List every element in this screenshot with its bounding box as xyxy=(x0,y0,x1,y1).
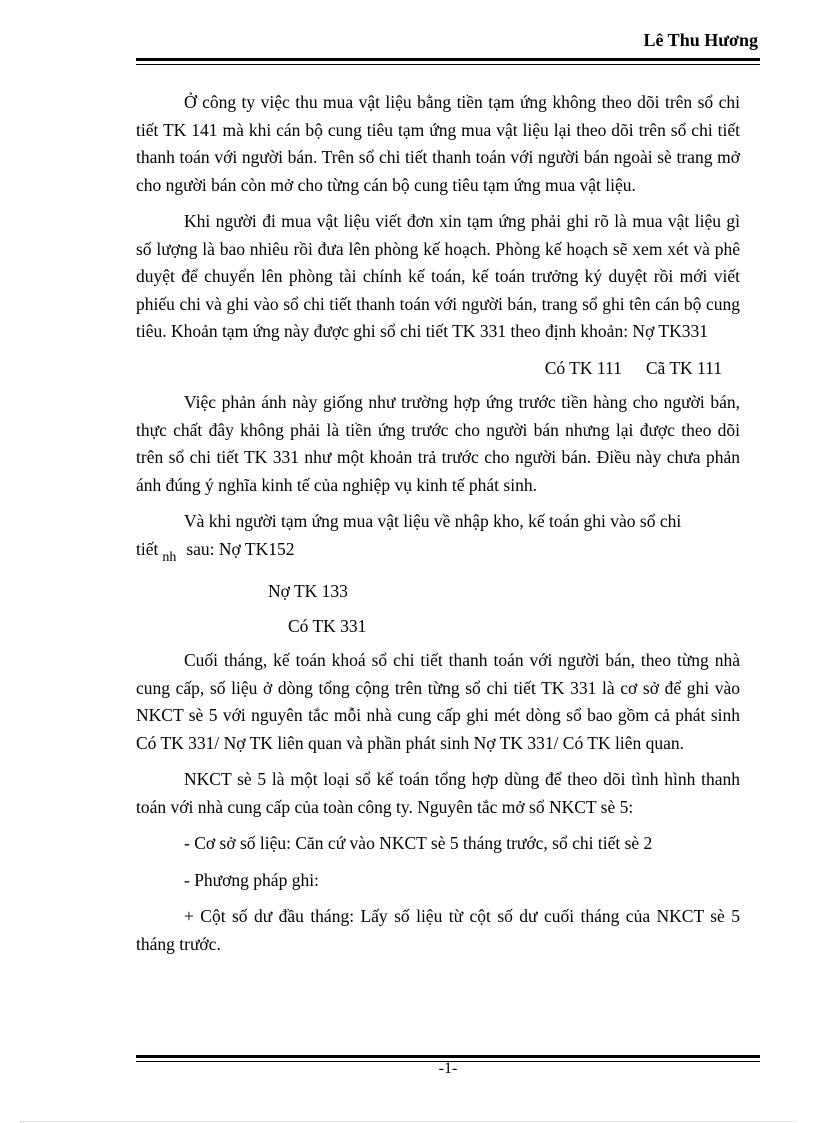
credit-entry-line xyxy=(136,355,740,383)
footer-rule-thick xyxy=(136,1055,760,1058)
paragraph-3: Việc phản ánh này giống như trường hợp ứng trước tiền hàng cho người bán, thực chất đây không phải là tiền ứng trước cho người bán nhưng lại được theo dõi trên sổ chi tiết TK 331 như một khoản trả trước cho người bán. Điều này chưa phản ánh đúng ý nghĩa kinh tế của nghiệp vụ kinh tế phát sinh. xyxy=(136,392,740,495)
credit-entry-b: Cã TK 111 xyxy=(645,357,722,378)
paragraph-7: - Cơ sở số liệu: Căn cứ vào NKCT sè 5 tháng trước, sổ chi tiết sè 2 xyxy=(184,833,653,853)
tiet-word: tiết xyxy=(136,538,159,559)
header-rule-thin xyxy=(136,64,760,65)
nh-fragment: nh xyxy=(162,549,177,565)
page-number: -1- xyxy=(438,1060,458,1077)
paragraph-5: Cuối tháng, kế toán khoá sổ chi tiết thanh toán với người bán, theo từng nhà cung cấp, số liệu ở dòng tổng cộng trên từng sổ chi tiết TK 331 là cơ sở để ghi vào NKCT sè 5 với nguyên tắc mỗi nhà cung cấp ghi mét dòng sổ bao gồm cả phát sinh Có TK 331/ Nợ TK liên quan và phần phát sinh Nợ TK 331/ Có TK liên quan. xyxy=(136,650,740,753)
paragraph-4: Và khi người tạm ứng mua vật liệu về nhập kho, kế toán ghi vào sổ chi xyxy=(184,511,682,531)
paragraph-6: NKCT sè 5 là một loại sổ kế toán tổng hợp dùng để theo dõi tình hình thanh toán với nhà cung cấp của toàn công ty. Nguyên tắc mở sổ NKCT sè 5: xyxy=(136,769,740,817)
paragraph-4-continuation xyxy=(136,536,740,572)
paragraph-2: Khi người đi mua vật liệu viết đơn xin tạm ứng phải ghi rõ là mua vật liệu gì số lượng là bao nhiêu rồi đưa lên phòng kế hoạch. Phòng kế hoạch sẽ xem xét và phê duyệt để chuyển lên phòng tài chính kế toán, kế toán trưởng ký duyệt rồi mới viết phiếu chi và ghi vào sổ chi tiết thanh toán với người bán, trang sổ ghi tên cán bộ cung tiêu. Khoản tạm ứng này được ghi sổ chi tiết TK 331 theo định khoản: Nợ TK331 xyxy=(136,211,740,341)
paragraph-8: - Phương pháp ghi: xyxy=(184,869,319,890)
header-author-name: Lê Thu Hương xyxy=(643,30,758,50)
page-bottom-dotted-line xyxy=(20,1121,796,1122)
debit-entry-152: sau: Nợ TK152 xyxy=(186,538,295,559)
credit-entry-331: Có TK 331 xyxy=(288,615,367,636)
paragraph-1: Ở công ty việc thu mua vật liệu bằng tiền tạm ứng không theo dõi trên sổ chi tiết TK 141 mà khi cán bộ cung tiêu tạm ứng mua vật liệu lại theo dõi trên sổ chi tiết thanh toán với người bán. Trên sổ chi tiết thanh toán với người bán ngoài sè trang mở cho người bán còn mở cho từng cán bộ cung tiêu tạm ứng mua vật liệu. xyxy=(136,92,740,195)
credit-entry-a: Có TK 111 xyxy=(544,357,622,378)
paragraph-9: + Cột số dư đầu tháng: Lấy số liệu từ cột số dư cuối tháng của NKCT sè 5 tháng trước. xyxy=(136,906,740,954)
header-rule-thick xyxy=(136,58,760,61)
document-body xyxy=(136,89,740,967)
debit-entry-133: Nợ TK 133 xyxy=(268,581,348,601)
